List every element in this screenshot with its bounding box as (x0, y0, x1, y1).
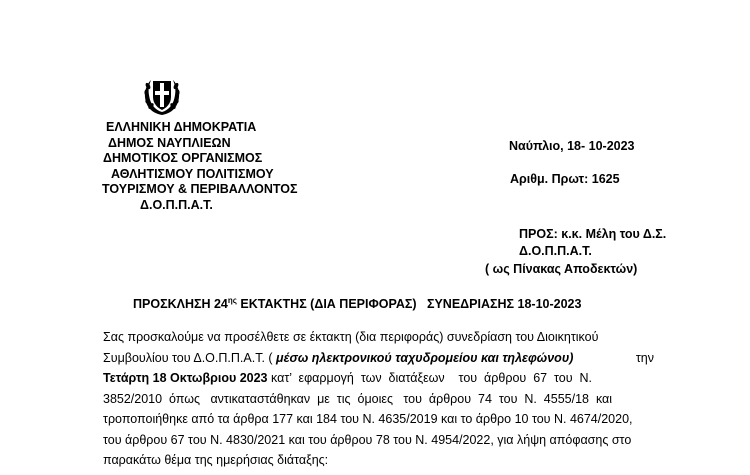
body-line-5: τροποποιήθηκε από τα άρθρα 177 και 184 του Ν. 4635/2019 και το άρθρο 10 του Ν. 4674/2020, (103, 412, 633, 426)
body-line-3 (103, 368, 654, 389)
body-line-7: παρακάτω θέμα της ημερήσιας διάταξης: (103, 453, 329, 467)
protocol-number: Αριθμ. Πρωτ: 1625 (510, 172, 620, 186)
sender-line-5: ΤΟΥΡΙΣΜΟΥ & ΠΕΡΙΒΑΛΛΟΝΤΟΣ (102, 182, 298, 197)
sender-line-3: ΔΗΜΟΤΙΚΟΣ ΟΡΓΑΝΙΣΜΟΣ (103, 151, 263, 166)
invitation-heading (133, 296, 581, 311)
sender-line-4: ΑΘΛΗΤΙΣΜΟΥ ΠΟΛΙΤΙΣΜΟΥ (111, 166, 274, 181)
body-line-6: του άρθρου 67 του Ν. 4830/2021 και του άρθρου 78 του Ν. 4954/2022, για λήψη απόφασης στο (103, 432, 632, 447)
meeting-date: Τετάρτη 18 Οκτωβριου 2023 (103, 371, 268, 385)
body-line-1: Σας προσκαλούμε να προσέλθετε σε έκτακτη (δια περιφοράς) συνεδρίαση του Διοικητικού (103, 330, 599, 344)
heading-after: ΕΚΤΑΚΤΗΣ (ΔΙΑ ΠΕΡΙΦΟΡΑΣ) ΣΥΝΕΔΡΙΑΣΗΣ 18-10-2023 (236, 297, 582, 311)
invitation-body (103, 327, 654, 471)
recipient-block (480, 226, 666, 278)
sender-block (96, 120, 297, 214)
heading-superscript: ης (227, 296, 237, 305)
sender-line-6: Δ.Ο.Π.Π.Α.Τ. (140, 197, 213, 212)
recipient-line-1: ΠΡΟΣ: κ.κ. Μέλη του Δ.Σ. (519, 227, 667, 241)
heading-before: ΠΡΟΣΚΛΗΣΗ 24 (133, 297, 228, 311)
body-line-2-end: την (632, 350, 654, 365)
sender-line-1: ΕΛΛΗΝΙΚΗ ΔΗΜΟΚΡΑΤΙΑ (106, 120, 257, 134)
body-line-3-rest: κατ’ εφαρμογή των διατάξεων του άρθρου 67 του Ν. (267, 371, 593, 385)
recipient-line-3: ( ως Πίνακας Αποδεκτών) (485, 261, 638, 276)
greek-coat-of-arms-icon (140, 74, 184, 118)
body-line-2 (103, 348, 654, 369)
body-line-4: 3852/2010 όπως αντικαταστάθηκαν με τις όμοιες του άρθρου 74 του Ν. 4555/18 και (103, 391, 613, 406)
document-date: Ναύπλιο, 18- 10-2023 (509, 139, 635, 153)
body-line-2-start: Συμβουλίου του Δ.Ο.Π.Π.Α.Τ. ( (103, 350, 273, 365)
sender-line-2: ΔΗΜΟΣ ΝΑΥΠΛΙΕΩΝ (108, 135, 231, 150)
recipient-line-2: Δ.Ο.Π.Π.Α.Τ. (519, 244, 592, 259)
body-line-2-emphasis: μέσω ηλεκτρονικού ταχυδρομείου και τηλεφώνου) (272, 350, 574, 365)
